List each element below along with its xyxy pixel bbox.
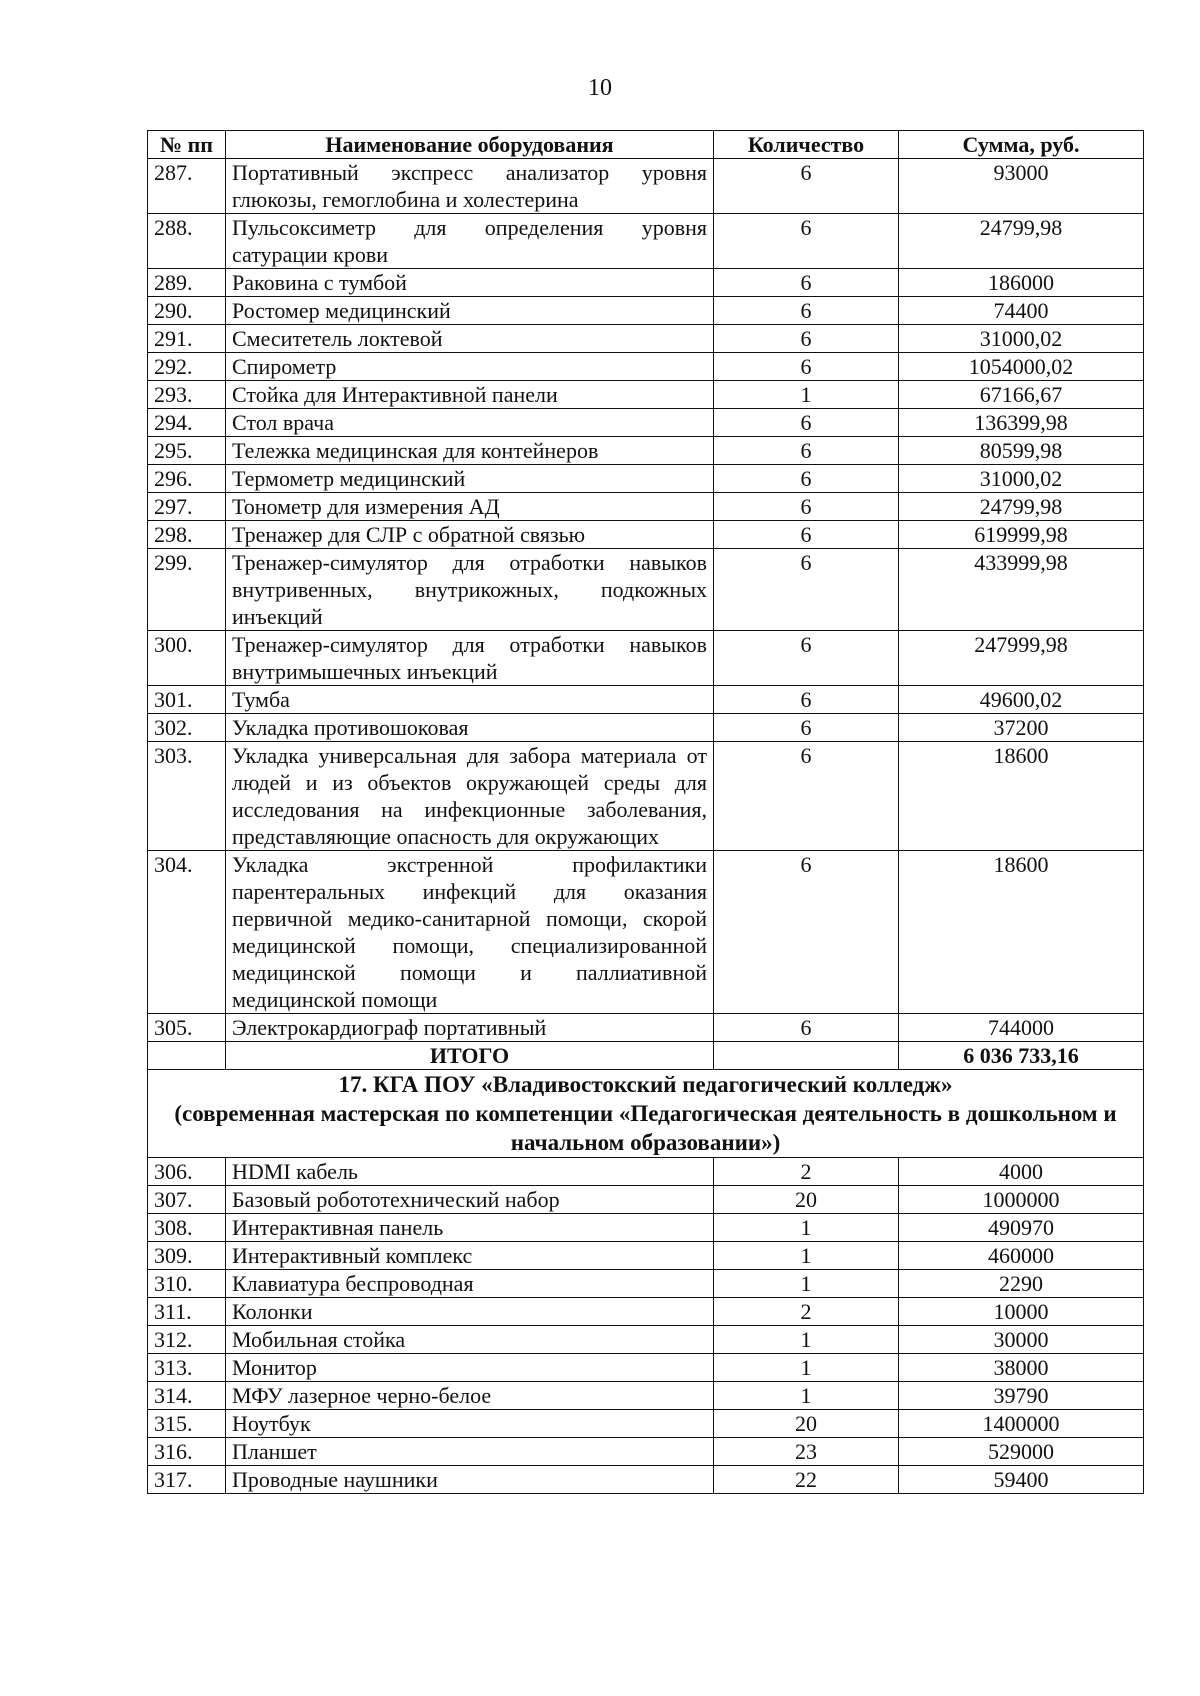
sum: 744000: [899, 1014, 1144, 1042]
quantity: 6: [714, 742, 899, 851]
section-title: 17. КГА ПОУ «Владивостокский педагогический колледж»: [338, 1072, 953, 1097]
page-number: 10: [588, 75, 612, 101]
sum: 38000: [899, 1354, 1144, 1382]
equipment-name: Смеситетель локтевой: [226, 325, 714, 353]
row-number: 313.: [148, 1354, 226, 1382]
equipment-name: Интерактивная панель: [226, 1214, 714, 1242]
row-number: 303.: [148, 742, 226, 851]
table-body-group-b: [148, 1158, 1144, 1494]
sum: 1000000: [899, 1186, 1144, 1214]
table-row: [148, 437, 1144, 465]
table-header-row: [148, 131, 1144, 159]
equipment-name: Ростомер медицинский: [226, 297, 714, 325]
sum: 80599,98: [899, 437, 1144, 465]
total-row: [148, 1042, 1144, 1070]
sum: 10000: [899, 1298, 1144, 1326]
row-number: 311.: [148, 1298, 226, 1326]
table-row: [148, 1298, 1144, 1326]
row-number: 301.: [148, 686, 226, 714]
sum: 247999,98: [899, 631, 1144, 686]
table-row: [148, 159, 1144, 214]
equipment-table: [147, 130, 1144, 1494]
table-row: [148, 1242, 1144, 1270]
quantity: 1: [714, 381, 899, 409]
equipment-name: Электрокардиограф портативный: [226, 1014, 714, 1042]
quantity: 1: [714, 1270, 899, 1298]
table-row: [148, 1214, 1144, 1242]
table-row: [148, 549, 1144, 631]
table-row: [148, 521, 1144, 549]
sum: 490970: [899, 1214, 1144, 1242]
total-group: [148, 1042, 1144, 1158]
quantity: 22: [714, 1466, 899, 1494]
row-number: 314.: [148, 1382, 226, 1410]
sum: 49600,02: [899, 686, 1144, 714]
row-number: 298.: [148, 521, 226, 549]
table-row: [148, 631, 1144, 686]
quantity: 23: [714, 1438, 899, 1466]
table-row: [148, 381, 1144, 409]
table-row: [148, 714, 1144, 742]
equipment-name: Ноутбук: [226, 1410, 714, 1438]
table-row: [148, 1270, 1144, 1298]
equipment-name: Базовый робототехнический набор: [226, 1186, 714, 1214]
equipment-name: Спирометр: [226, 353, 714, 381]
sum: 24799,98: [899, 493, 1144, 521]
table-row: [148, 297, 1144, 325]
sum: 30000: [899, 1326, 1144, 1354]
row-number: 306.: [148, 1158, 226, 1186]
section-subtitle: (современная мастерская по компетенции «Педагогическая деятельность в дошкольном и начальном образовании»): [174, 1101, 1117, 1155]
quantity: 6: [714, 269, 899, 297]
quantity: 6: [714, 214, 899, 269]
equipment-name: Укладка противошоковая: [226, 714, 714, 742]
header-qty: Количество: [714, 131, 899, 159]
equipment-name: Укладка экстренной профилактики парентеральных инфекций для оказания первичной медико-санитарной помощи, скорой медицинской помощи, специализированной медицинской помощи и паллиативной медицинской помощи: [226, 851, 714, 1014]
table-row: [148, 1382, 1144, 1410]
section-heading-row: [148, 1070, 1144, 1158]
quantity: 1: [714, 1354, 899, 1382]
equipment-name: Укладка универсальная для забора материала от людей и из объектов окружающей среды для исследования на инфекционные заболевания, представляющие опасность для окружающих: [226, 742, 714, 851]
table-row: [148, 325, 1144, 353]
header-num: № пп: [148, 131, 226, 159]
table-row: [148, 1158, 1144, 1186]
header-name: Наименование оборудования: [226, 131, 714, 159]
sum: 1054000,02: [899, 353, 1144, 381]
row-number: 299.: [148, 549, 226, 631]
quantity: 6: [714, 409, 899, 437]
sum: 18600: [899, 742, 1144, 851]
sum: 93000: [899, 159, 1144, 214]
row-number: 309.: [148, 1242, 226, 1270]
equipment-name: Тренажер для СЛР с обратной связью: [226, 521, 714, 549]
row-number: 290.: [148, 297, 226, 325]
row-number: 296.: [148, 465, 226, 493]
table-row: [148, 493, 1144, 521]
total-empty-qty: [714, 1042, 899, 1070]
sum: 67166,67: [899, 381, 1144, 409]
quantity: 6: [714, 297, 899, 325]
equipment-name: Колонки: [226, 1298, 714, 1326]
sum: 433999,98: [899, 549, 1144, 631]
total-empty-cell: [148, 1042, 226, 1070]
row-number: 294.: [148, 409, 226, 437]
row-number: 312.: [148, 1326, 226, 1354]
quantity: 6: [714, 1014, 899, 1042]
table-row: [148, 465, 1144, 493]
sum: 4000: [899, 1158, 1144, 1186]
sum: 31000,02: [899, 325, 1144, 353]
sum: 39790: [899, 1382, 1144, 1410]
sum: 37200: [899, 714, 1144, 742]
row-number: 295.: [148, 437, 226, 465]
sum: 136399,98: [899, 409, 1144, 437]
equipment-name: HDMI кабель: [226, 1158, 714, 1186]
table-body-group-a: [148, 159, 1144, 1042]
total-label: ИТОГО: [226, 1042, 714, 1070]
sum: 529000: [899, 1438, 1144, 1466]
row-number: 302.: [148, 714, 226, 742]
sum: 1400000: [899, 1410, 1144, 1438]
quantity: 20: [714, 1186, 899, 1214]
row-number: 291.: [148, 325, 226, 353]
table-row: [148, 353, 1144, 381]
sum: 18600: [899, 851, 1144, 1014]
table-row: [148, 214, 1144, 269]
row-number: 287.: [148, 159, 226, 214]
equipment-name: Тележка медицинская для контейнеров: [226, 437, 714, 465]
equipment-name: Тонометр для измерения АД: [226, 493, 714, 521]
equipment-name: Монитор: [226, 1354, 714, 1382]
row-number: 300.: [148, 631, 226, 686]
equipment-name: Пульсоксиметр для определения уровня сатурации крови: [226, 214, 714, 269]
quantity: 20: [714, 1410, 899, 1438]
equipment-name: МФУ лазерное черно-белое: [226, 1382, 714, 1410]
equipment-name: Раковина с тумбой: [226, 269, 714, 297]
total-sum: 6 036 733,16: [899, 1042, 1144, 1070]
quantity: 6: [714, 631, 899, 686]
equipment-name: Стол врача: [226, 409, 714, 437]
equipment-name: Мобильная стойка: [226, 1326, 714, 1354]
equipment-name: Интерактивный комплекс: [226, 1242, 714, 1270]
quantity: 6: [714, 325, 899, 353]
sum: 2290: [899, 1270, 1144, 1298]
sum: 186000: [899, 269, 1144, 297]
sum: 460000: [899, 1242, 1144, 1270]
quantity: 6: [714, 437, 899, 465]
row-number: 292.: [148, 353, 226, 381]
quantity: 1: [714, 1326, 899, 1354]
table-row: [148, 409, 1144, 437]
equipment-name: Клавиатура беспроводная: [226, 1270, 714, 1298]
row-number: 310.: [148, 1270, 226, 1298]
equipment-name: Термометр медицинский: [226, 465, 714, 493]
row-number: 315.: [148, 1410, 226, 1438]
row-number: 316.: [148, 1438, 226, 1466]
table-row: [148, 742, 1144, 851]
quantity: 6: [714, 549, 899, 631]
table-row: [148, 1186, 1144, 1214]
row-number: 289.: [148, 269, 226, 297]
row-number: 304.: [148, 851, 226, 1014]
row-number: 307.: [148, 1186, 226, 1214]
quantity: 1: [714, 1214, 899, 1242]
row-number: 305.: [148, 1014, 226, 1042]
table-row: [148, 686, 1144, 714]
equipment-name: Тренажер-симулятор для отработки навыков внутримышечных инъекций: [226, 631, 714, 686]
sum: 31000,02: [899, 465, 1144, 493]
quantity: 6: [714, 851, 899, 1014]
sum: 24799,98: [899, 214, 1144, 269]
quantity: 6: [714, 159, 899, 214]
table-row: [148, 851, 1144, 1014]
equipment-name: Проводные наушники: [226, 1466, 714, 1494]
table-row: [148, 1326, 1144, 1354]
equipment-name: Портативный экспресс анализатор уровня глюкозы, гемоглобина и холестерина: [226, 159, 714, 214]
equipment-name: Тренажер-симулятор для отработки навыков внутривенных, внутрикожных, подкожных инъекций: [226, 549, 714, 631]
quantity: 6: [714, 521, 899, 549]
table-row: [148, 1014, 1144, 1042]
quantity: 1: [714, 1242, 899, 1270]
quantity: 6: [714, 493, 899, 521]
quantity: 2: [714, 1158, 899, 1186]
row-number: 293.: [148, 381, 226, 409]
quantity: 1: [714, 1382, 899, 1410]
quantity: 6: [714, 465, 899, 493]
table-row: [148, 1438, 1144, 1466]
quantity: 6: [714, 353, 899, 381]
sum: 59400: [899, 1466, 1144, 1494]
sum: 619999,98: [899, 521, 1144, 549]
header-sum: Сумма, руб.: [899, 131, 1144, 159]
sum: 74400: [899, 297, 1144, 325]
row-number: 297.: [148, 493, 226, 521]
table-row: [148, 1410, 1144, 1438]
table-row: [148, 1354, 1144, 1382]
table-row: [148, 1466, 1144, 1494]
equipment-name: Планшет: [226, 1438, 714, 1466]
table-row: [148, 269, 1144, 297]
quantity: 2: [714, 1298, 899, 1326]
quantity: 6: [714, 686, 899, 714]
quantity: 6: [714, 714, 899, 742]
row-number: 288.: [148, 214, 226, 269]
section-heading: [148, 1070, 1144, 1158]
equipment-name: Тумба: [226, 686, 714, 714]
row-number: 317.: [148, 1466, 226, 1494]
equipment-name: Стойка для Интерактивной панели: [226, 381, 714, 409]
row-number: 308.: [148, 1214, 226, 1242]
